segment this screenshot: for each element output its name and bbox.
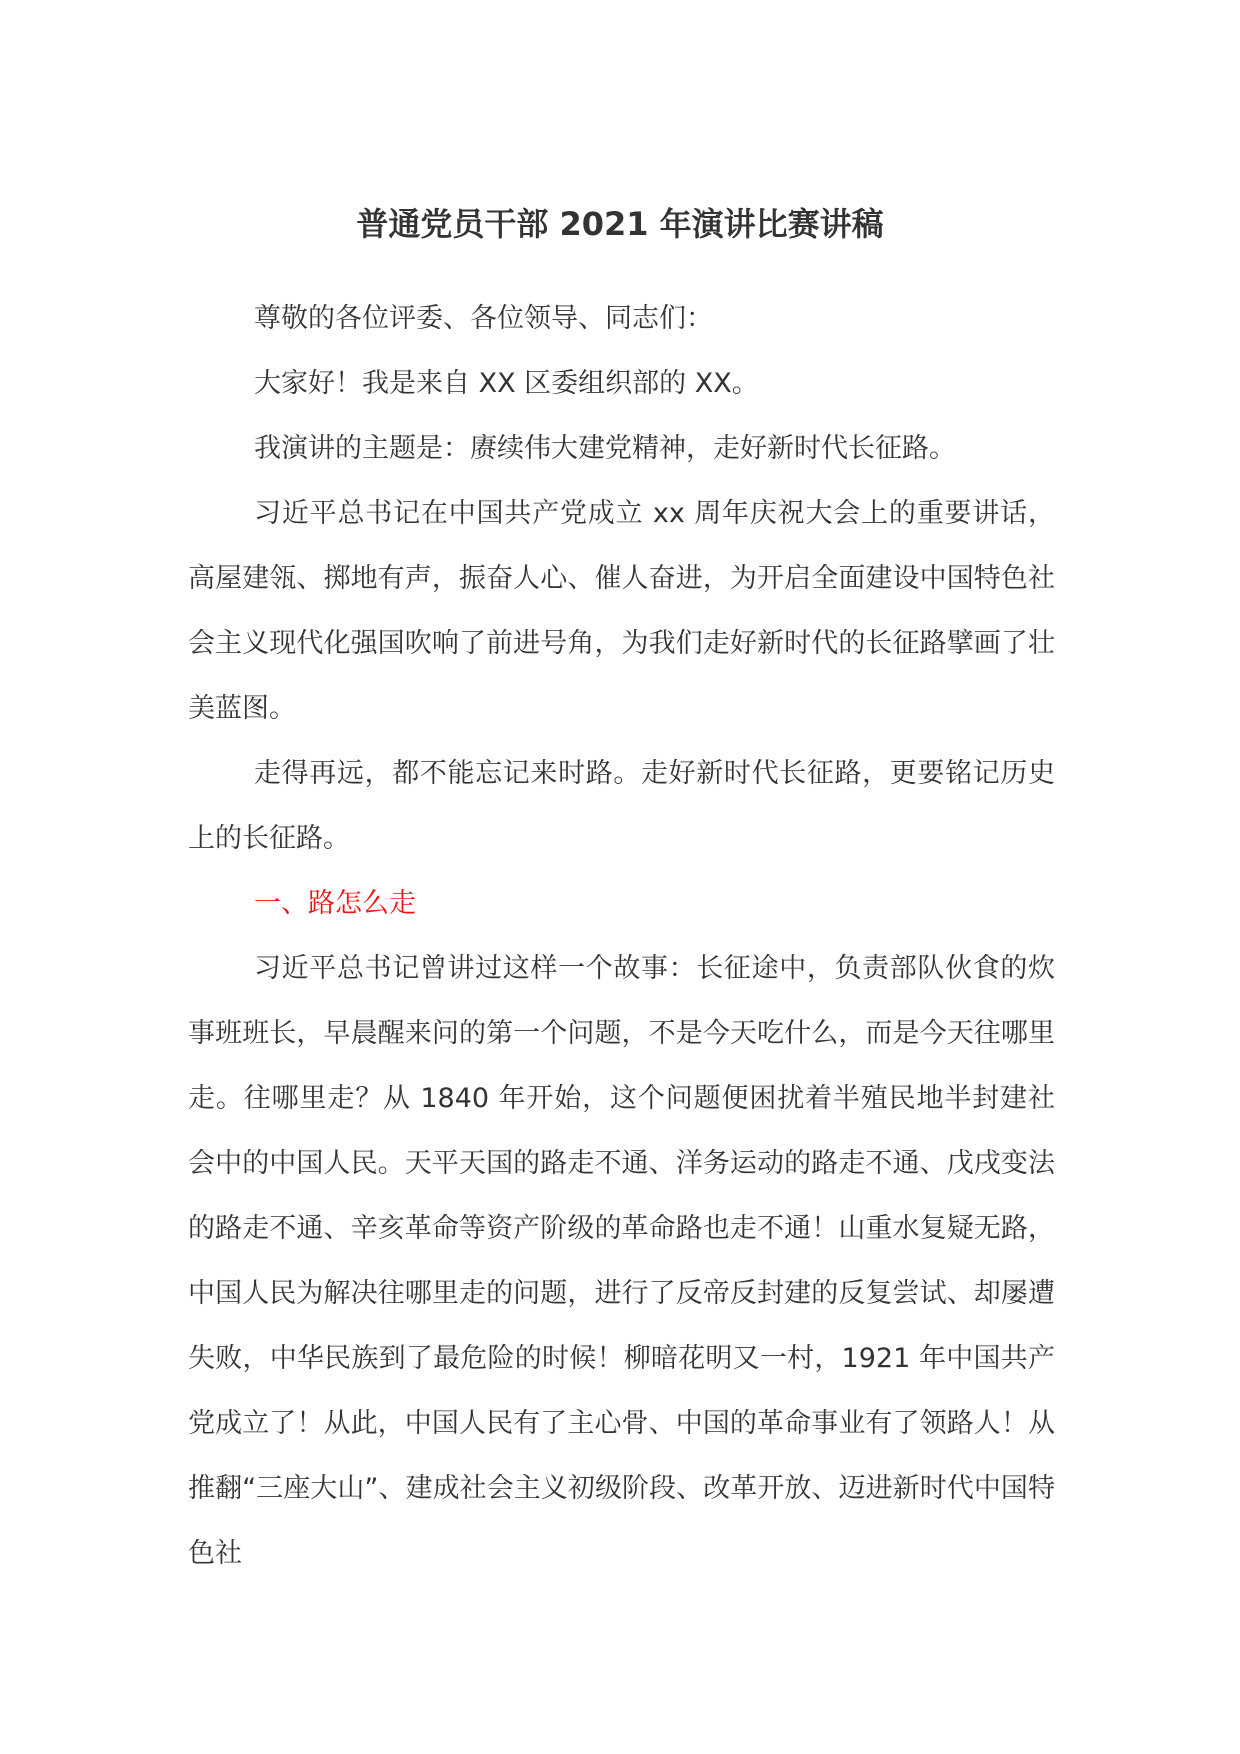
document-title: 普通党员干部 2021 年演讲比赛讲稿: [356, 205, 884, 243]
section-heading: 一、路怎么走: [254, 888, 416, 919]
topic-paragraph: 我演讲的主题是：赓续伟大建党精神，走好新时代长征路。: [254, 433, 956, 464]
body-paragraph: 走得再远，都不能忘记来时路。走好新时代长征路，更要铭记历史上的长征路。: [188, 758, 1055, 854]
salutation-paragraph: 尊敬的各位评委、各位领导、同志们：: [254, 303, 713, 334]
document-body: [188, 286, 1055, 1586]
body-paragraph: 习近平总书记曾讲过这样一个故事：长征途中，负责部队伙食的炊事班班长，早晨醒来问的第一个问题，不是今天吃什么，而是今天往哪里走。往哪里走？从 1840 年开始，这个问题便困扰着半殖民地半封建社会中的中国人民。天平天国的路走不通、洋务运动的路走不通、戊戌变法的路走不通、辛亥革命等资产阶级的革命路也走不通！山重水复疑无路，中国人民为解决往哪里走的问题，进行了反帝反封建的反复尝试、却屡遭失败，中华民族到了最危险的时候！柳暗花明又一村，1921 年中国共产党成立了！从此，中国人民有了主心骨、中国的革命事业有了领路人！从推翻“三座大山”、建成社会主义初级阶段、改革开放、迈进新时代中国特色社: [188, 953, 1055, 1569]
body-paragraph: 习近平总书记在中国共产党成立 xx 周年庆祝大会上的重要讲话，高屋建瓴、掷地有声，振奋人心、催人奋进，为开启全面建设中国特色社会主义现代化强国吹响了前进号角，为我们走好新时代的长征路擘画了壮美蓝图。: [188, 498, 1055, 724]
greeting-paragraph: 大家好！我是来自 XX 区委组织部的 XX。: [254, 368, 759, 399]
